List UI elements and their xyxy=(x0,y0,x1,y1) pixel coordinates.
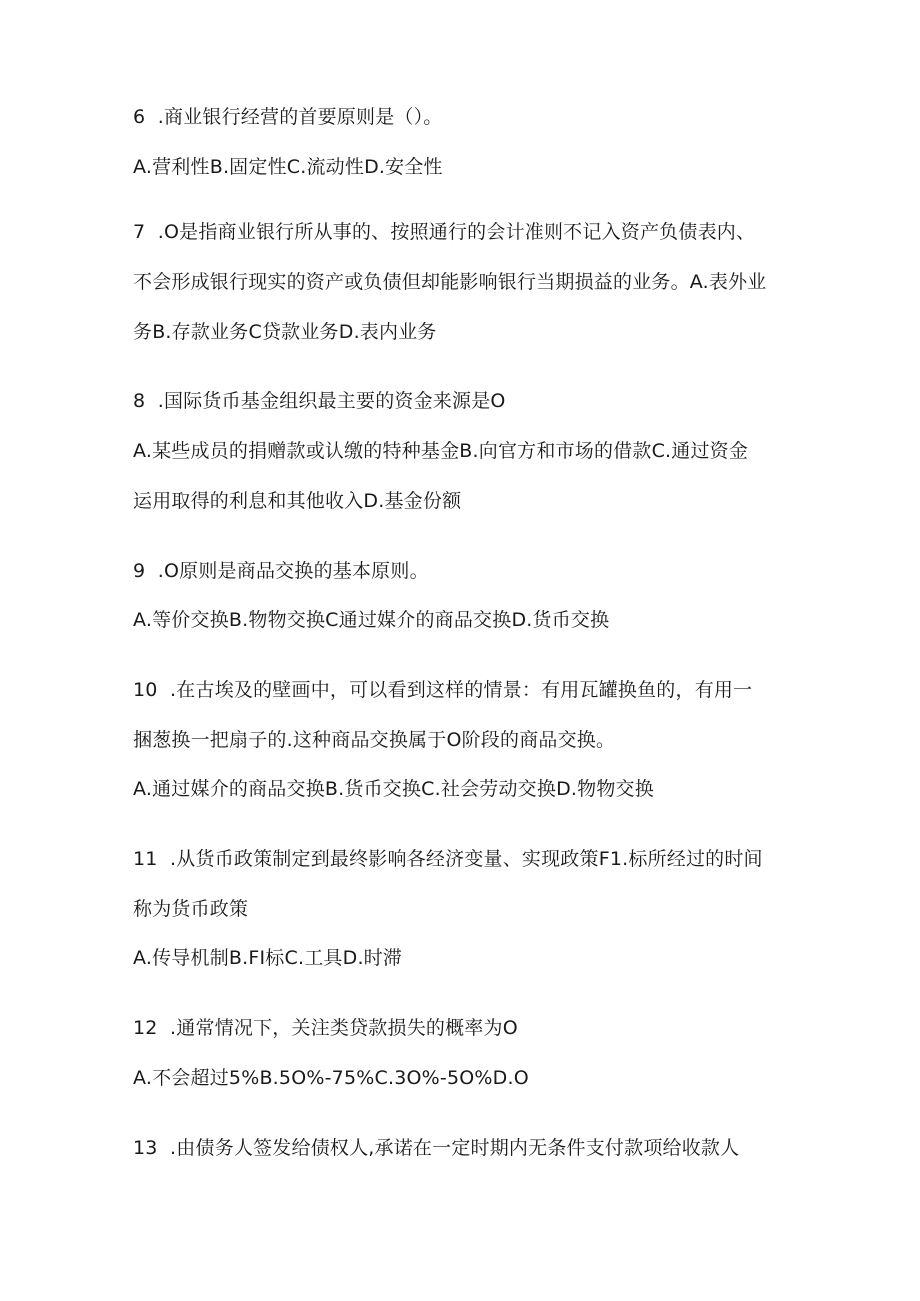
question-10-stem-line-1: 10 .在古埃及的壁画中，可以看到这样的情景：有用瓦罐换鱼的，有用一 xyxy=(133,679,753,701)
question-8-stem-line-1: 8 .国际货币基金组织最主要的资金来源是O xyxy=(133,390,506,412)
question-9-options-line-1: A.等价交换B.物物交换C通过媒介的商品交换D.货币交换 xyxy=(133,609,610,631)
question-7-stem-line-1: 7 .O是指商业银行所从事的、按照通行的会计准则不记入资产负债表内、 xyxy=(133,221,756,243)
question-7-stem-line-2: 不会形成银行现实的资产或负债但却能影响银行当期损益的业务。A.表外业 xyxy=(133,271,767,293)
question-13-stem-line-1: 13 .由债务人签发给债权人,承诺在一定时期内无条件支付款项给收款人 xyxy=(133,1137,740,1159)
question-12-stem-line-1: 12 .通常情况下，关注类贷款损失的概率为O xyxy=(133,1017,518,1039)
question-11-options-line-1: A.传导机制B.FI标C.工具D.时滞 xyxy=(133,947,403,969)
question-12-options-line-1: A.不会超过5%B.5O%-75%C.3O%-5O%D.O xyxy=(133,1067,529,1089)
question-8-options-line-1: A.某些成员的捐赠款或认缴的特种基金B.向官方和市场的借款C.通过资金 xyxy=(133,440,749,462)
question-6-stem-line-1: 6 .商业银行经营的首要原则是（）。 xyxy=(133,106,443,128)
question-6-options-line-1: A.营利性B.固定性C.流动性D.安全性 xyxy=(133,156,443,178)
question-10-stem-line-2: 捆葱换一把扇子的.这种商品交换属于O阶段的商品交换。 xyxy=(133,729,616,751)
question-10-options-line-1: A.通过媒介的商品交换B.货币交换C.社会劳动交换D.物物交换 xyxy=(133,778,654,800)
question-11-stem-line-1: 11 .从货币政策制定到最终影响各经济变量、实现政策F1.标所经过的时间 xyxy=(133,848,763,870)
question-11-stem-line-2: 称为货币政策 xyxy=(133,898,249,920)
question-9-stem-line-1: 9 .O原则是商品交换的基本原则。 xyxy=(133,560,429,582)
question-7-stem-line-3: 务B.存款业务C贷款业务D.表内业务 xyxy=(133,321,437,343)
question-8-options-line-2: 运用取得的利息和其他收入D.基金份额 xyxy=(133,490,462,512)
